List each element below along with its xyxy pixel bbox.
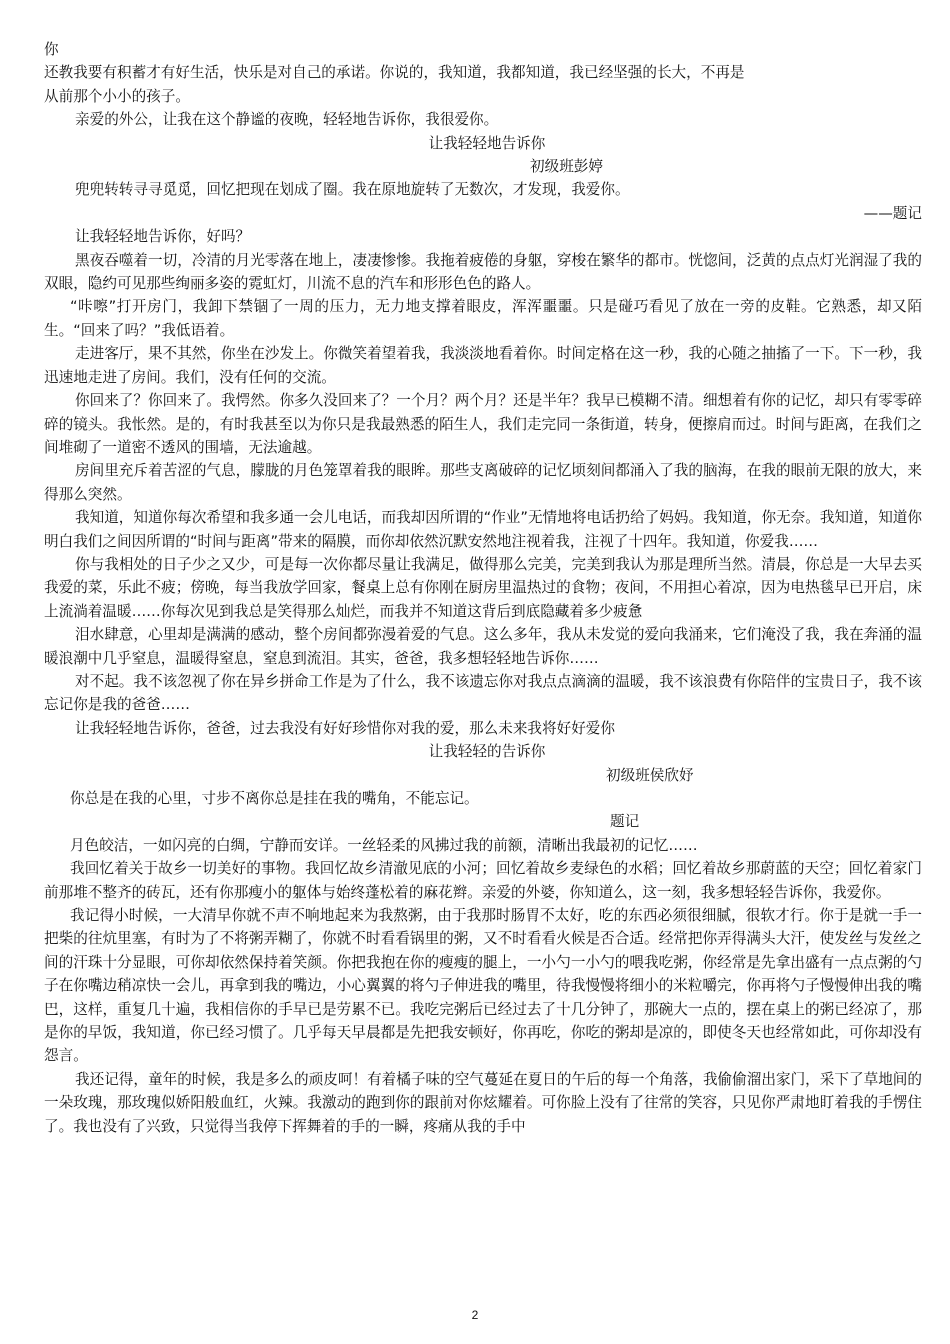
epigraph: 兜兜转转寻寻觅觅，回忆把现在划成了圈。我在原地旋转了无数次，才发现，我爱你。 (75, 181, 630, 199)
text-line: 你 (44, 41, 59, 58)
epigraph-label: 题记 (610, 813, 640, 831)
paragraph: 我回忆着关于故乡一切美好的事物。我回忆故乡清澈见底的小河；回忆着故乡麦绿色的水稻；回忆着故乡那蔚蓝的天空；回忆着家门前那堆不整齐的砖瓦，还有你那瘦小的躯体与始终蓬松着的麻花辫。亲爱的外婆，你知道么，这一刻，我多想轻轻告诉你，我爱你。 (44, 860, 922, 901)
paragraph: 月色皎洁，一如闪亮的白绸，宁静而安详。一丝轻柔的风拂过我的前额，清晰出我最初的记忆…… (70, 836, 698, 854)
essay-author: 初级班侯欣妤 (606, 766, 694, 784)
document-page (44, 38, 922, 1138)
paragraph: “咔嚓”打开房门，我卸下禁锢了一周的压力，无力地支撑着眼皮，浑浑噩噩。只是碰巧看见了放在一旁的皮鞋。它熟悉，却又陌生。“回来了吗？”我低语着。 (44, 298, 922, 339)
paragraph: 我记得小时候，一大清早你就不声不响地起来为我熬粥，由于我那时肠胃不太好，吃的东西必须很细腻，很软才行。你于是就一手一把柴的往炕里塞，有时为了不将粥弄糊了，你就不时看看锅里的粥，又不时看看火候是否合适。经常把你弄得满头大汗，使发丝与发丝之间的汗珠十分显眼，可你却依然保持着笑颜。你把我抱在你的瘦瘦的腿上，一小勺一小勺的喂我吃粥，你经常是先拿出盛有一点点粥的勺子在你嘴边稍凉快一会儿，再拿到我的嘴边，小心翼翼的将勺子伸进我的嘴里，待我慢慢将细小的米粒嚼完，你再将勺子慢慢伸出我的嘴巴，这样，重复几十遍，我相信你的手早已是劳累不已。我吃完粥后已经过去了十几分钟了，那碗大一点的，摆在桌上的粥已经凉了，那是你的早饭，我知道，你已经习惯了。几乎每天早晨都是先把我安顿好，你再吃，你吃的粥却是凉的，即使冬天也经常如此，可你却没有怨言。 (44, 907, 922, 1065)
paragraph: 走进客厅，果不其然，你坐在沙发上。你微笑着望着我，我淡淡地看着你。时间定格在这一秒，我的心随之抽搐了一下。下一秒，我迅速地走进了房间。我们，没有任何的交流。 (44, 345, 922, 386)
page-number: 2 (471, 1308, 479, 1322)
paragraph: 让我轻轻地告诉你，好吗？ (75, 228, 251, 246)
paragraph: 我知道，知道你每次希望和我多通一会儿电话，而我却因所谓的“作业”无情地将电话扔给了妈妈。我知道，你无奈。我知道，知道你明白我们之间因所谓的“时间与距离”带来的隔膜，而你却依然沉默安然地注视着我，注视了十四年。我知道，你爱我…… (44, 509, 922, 550)
paragraph: 对不起。我不该忽视了你在异乡拼命工作是为了什么，我不该遗忘你对我点点滴滴的温暖，我不该浪费有你陪伴的宝贵日子，我不该忘记你是我的爸爸…… (44, 672, 922, 714)
paragraph: 房间里充斥着苦涩的气息，朦胧的月色笼罩着我的眼眸。那些支离破碎的记忆顷刻间都涌入了我的脑海，在我的眼前无限的放大，来得那么突然。 (44, 462, 922, 503)
essay-author: 初级班彭婷 (530, 158, 603, 176)
epigraph: 你总是在我的心里，寸步不离你总是挂在我的嘴角，不能忘记。 (70, 790, 479, 807)
essay-title: 让我轻轻地告诉你 (428, 134, 546, 152)
essay-title: 让我轻轻的告诉你 (428, 743, 546, 761)
paragraph: 泪水肆意，心里却是满满的感动，整个房间都弥漫着爱的气息。这么多年，我从未发觉的爱向我涌来，它们淹没了我，我在奔涌的温暖浪潮中几乎窒息，温暖得窒息，窒息到流泪。其实，爸爸，我多想轻轻地告诉你…… (44, 626, 922, 667)
paragraph: 你与我相处的日子少之又少，可是每一次你都尽量让我满足，做得那么完美，完美到我认为那是理所当然。清晨，你总是一大早去买我爱的菜，乐此不疲；傍晚，每当我放学回家，餐桌上总有你刚在厨房里温热过的食物；夜间，不用担心着凉，因为电热毯早已开启，床上流淌着温暖……你每次见到我总是笑得那么灿烂，而我并不知道这背后到底隐藏着多少疲惫 (44, 555, 922, 620)
text-line: 还教我要有积蓄才有好生活，快乐是对自己的承诺。你说的，我知道，我都知道，我已经坚强的长大，不再是 (44, 64, 745, 82)
epigraph-label: ——题记 (863, 204, 922, 222)
paragraph: 你回来了？你回来了。我愕然。你多久没回来了？一个月？两个月？还是半年？我早已模糊不清。细想着有你的记忆，却只有零零碎碎的镜头。我怅然。是的，有时我甚至以为你只是我最熟悉的陌生人，我们走完同一条街道，转身，便擦肩而过。时间与距离，在我们之间堆砌了一道密不透风的围墙，无法逾越。 (44, 392, 922, 456)
paragraph: 黑夜吞噬着一切，冷清的月光零落在地上，凄凄惨惨。我拖着疲倦的身躯，穿梭在繁华的都市。恍惚间，泛黄的点点灯光润湿了我的双眼，隐约可见那些绚丽多姿的霓虹灯，川流不息的汽车和形形色色的路人。 (44, 251, 922, 293)
text-line: 从前那个小小的孩子。 (44, 87, 190, 105)
paragraph: 亲爱的外公，让我在这个静谧的夜晚，轻轻地告诉你，我很爱你。 (75, 111, 499, 129)
paragraph: 让我轻轻地告诉你，爸爸，过去我没有好好珍惜你对我的爱，那么未来我将好好爱你 (75, 719, 615, 737)
paragraph: 我还记得，童年的时候，我是多么的顽皮呵！有着橘子味的空气蔓延在夏日的午后的每一个角落，我偷偷溜出家门，采下了草地间的一朵玫瑰，那玫瑰似娇阳般血红，火辣。我激动的跑到你的跟前对你炫耀着。可你脸上没有了往常的笑容，只见你严肃地盯着我的手愣住了。我也没有了兴致，只觉得当我停下挥舞着的手的一瞬，疼痛从我的手中 (44, 1070, 922, 1135)
